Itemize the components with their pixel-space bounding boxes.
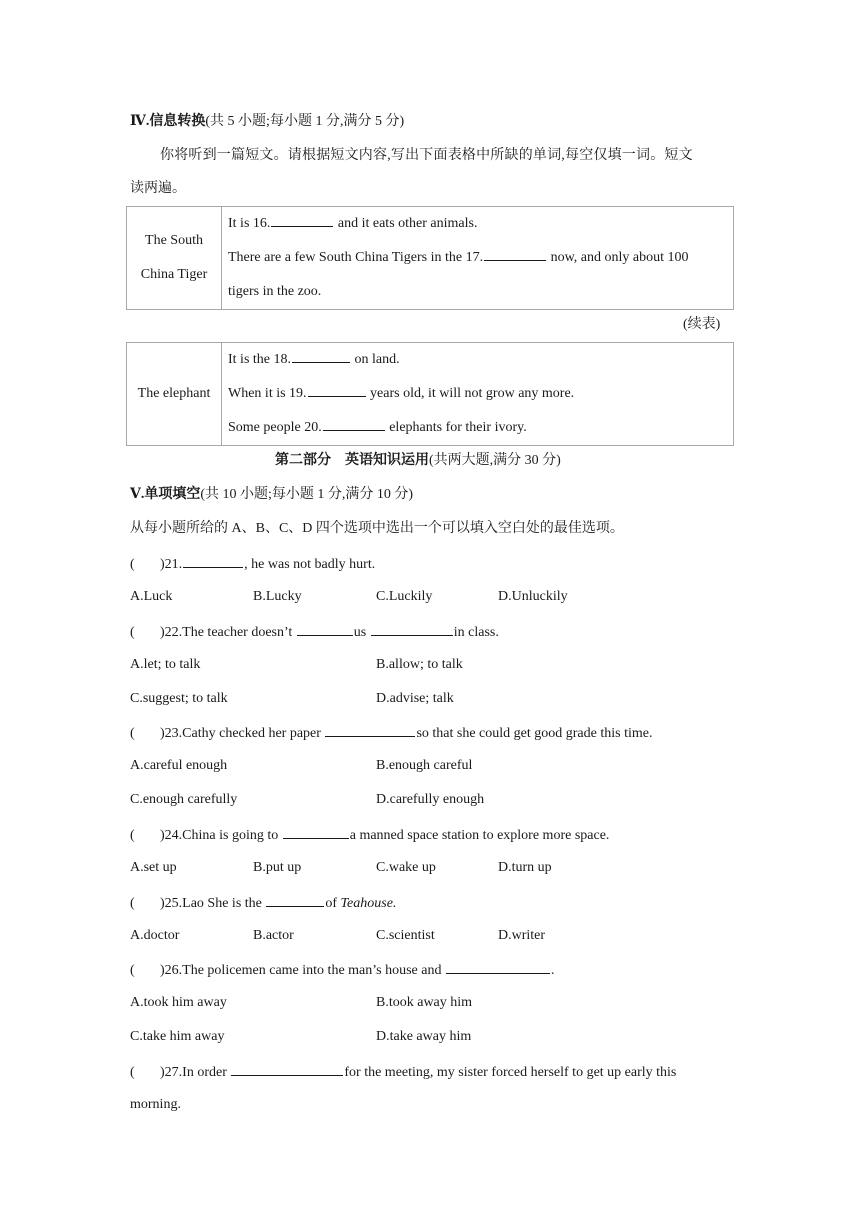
q21-option-b[interactable]: B.Lucky (253, 589, 302, 604)
q23-stem-b: so that she could get good grade this time. (416, 726, 653, 741)
q25-option-a[interactable]: A.doctor (130, 928, 180, 943)
q24-option-d[interactable]: D.turn up (498, 860, 552, 875)
q26-answer-paren[interactable]: ( (130, 963, 135, 978)
table1-row-16 (228, 207, 733, 241)
q26-option-b[interactable]: B.took away him (376, 995, 473, 1010)
part2-score: (共两大题,满分 30 分) (429, 453, 561, 468)
q21-blank (183, 553, 243, 568)
q27-stem (130, 1061, 676, 1083)
q24-option-b[interactable]: B.put up (253, 860, 302, 875)
q21-option-d[interactable]: D.Unluckily (498, 589, 568, 604)
table2-row-18 (228, 343, 733, 377)
q27-answer-paren[interactable]: ( (130, 1065, 135, 1080)
q22-stem (130, 621, 499, 643)
q23-option-c[interactable]: C.enough carefully (130, 792, 238, 807)
q27-stem-a: )27.In order (160, 1065, 231, 1080)
q22-answer-paren[interactable]: ( (130, 625, 135, 640)
table2-label-cell (127, 343, 222, 446)
table2-label: The elephant (137, 386, 211, 401)
q27-stem-continued: morning. (130, 1097, 181, 1112)
section4-title: Ⅳ.信息转换 (130, 114, 206, 129)
q25-option-b[interactable]: B.actor (253, 928, 294, 943)
table2-row-19 (228, 377, 733, 411)
section4-score: (共 5 小题;每小题 1 分,满分 5 分) (205, 114, 405, 129)
blank-18[interactable] (292, 348, 350, 363)
q25-blank (266, 892, 324, 907)
q24-answer-paren[interactable]: ( (130, 828, 135, 843)
q26-option-d[interactable]: D.take away him (376, 1029, 472, 1044)
section4-heading (130, 112, 404, 132)
q25-book-title: Teahouse. (340, 896, 397, 911)
q22-stem-a: )22.The teacher doesn’t (160, 625, 296, 640)
q24-stem-a: )24.China is going to (160, 828, 282, 843)
q21-stem-a: )21. (160, 557, 183, 572)
q23-stem-a: )23.Cathy checked her paper (160, 726, 325, 741)
table2-r2-pre: When it is 19. (228, 386, 307, 401)
q26-blank (446, 959, 550, 974)
q25-answer-paren[interactable]: ( (130, 896, 135, 911)
table1-label-1: The South (145, 233, 203, 248)
section4-instruction-1: 你将听到一篇短文。请根据短文内容,写出下面表格中所缺的单词,每空仅填一词。短文 (160, 148, 693, 163)
table2-r3-pre: Some people 20. (228, 420, 322, 435)
table2-r1-post: on land. (351, 352, 400, 367)
table2-content-cell (222, 343, 734, 446)
q23-stem (130, 722, 652, 744)
q22-stem-c: in class. (453, 625, 499, 640)
info-table-1 (126, 206, 734, 310)
q24-stem (130, 824, 609, 846)
table1-r2-post: now, and only about 100 (547, 250, 689, 265)
q23-blank (325, 722, 415, 737)
q25-stem (130, 892, 396, 914)
q22-option-d[interactable]: D.advise; talk (376, 691, 454, 706)
q24-option-c[interactable]: C.wake up (376, 860, 436, 875)
q21-answer-paren[interactable]: ( (130, 557, 135, 572)
info-table-2 (126, 342, 734, 446)
q23-option-a[interactable]: A.careful enough (130, 758, 228, 773)
q26-stem-a: )26.The policemen came into the man’s house and (160, 963, 445, 978)
q24-blank (283, 824, 349, 839)
table1-label-cell (127, 207, 222, 310)
section5-instruction: 从每小题所给的 A、B、C、D 四个选项中选出一个可以填入空白处的最佳选项。 (130, 521, 624, 536)
q23-option-b[interactable]: B.enough careful (376, 758, 473, 773)
table2-r1-pre: It is the 18. (228, 352, 291, 367)
part2-title-b: 英语知识运用 (345, 453, 429, 468)
q21-stem-b: , he was not badly hurt. (244, 557, 376, 572)
blank-17[interactable] (484, 246, 546, 261)
table1-content-cell (222, 207, 734, 310)
q27-stem-b: for the meeting, my sister forced herself to get up early this (344, 1065, 677, 1080)
table1-r1-post: and it eats other animals. (334, 216, 478, 231)
table2-row-20 (228, 411, 733, 445)
q23-option-d[interactable]: D.carefully enough (376, 792, 485, 807)
q22-option-c[interactable]: C.suggest; to talk (130, 691, 228, 706)
section5-heading (130, 485, 413, 505)
q26-option-a[interactable]: A.took him away (130, 995, 227, 1010)
blank-16[interactable] (271, 212, 333, 227)
q22-option-a[interactable]: A.let; to talk (130, 657, 201, 672)
q25-option-d[interactable]: D.writer (498, 928, 546, 943)
blank-20[interactable] (323, 416, 385, 431)
q21-option-c[interactable]: C.Luckily (376, 589, 433, 604)
table2-r2-post: years old, it will not grow any more. (366, 386, 575, 401)
q26-option-c[interactable]: C.take him away (130, 1029, 225, 1044)
section5-score: (共 10 小题;每小题 1 分,满分 10 分) (200, 487, 414, 502)
q27-blank (231, 1061, 343, 1076)
q25-stem-b: of (325, 896, 341, 911)
q22-option-b[interactable]: B.allow; to talk (376, 657, 463, 672)
table1-r1-pre: It is 16. (228, 216, 271, 231)
table1-r2-pre: There are a few South China Tigers in the 17. (228, 250, 484, 265)
part2-heading (275, 451, 561, 471)
q26-stem-b: . (550, 963, 555, 978)
q21-stem (130, 553, 375, 575)
q22-blank-1 (297, 621, 353, 636)
table1-row-3: tigers in the zoo. (228, 284, 322, 299)
q23-answer-paren[interactable]: ( (130, 726, 135, 741)
q25-stem-a: )25.Lao She is the (160, 896, 266, 911)
q21-option-a[interactable]: A.Luck (130, 589, 173, 604)
continued-label: (续表) (683, 317, 721, 332)
q24-stem-b: a manned space station to explore more space. (349, 828, 610, 843)
section5-title: Ⅴ.单项填空 (130, 487, 201, 502)
table2-r3-post: elephants for their ivory. (385, 420, 527, 435)
q24-option-a[interactable]: A.set up (130, 860, 177, 875)
section4-instruction-2: 读两遍。 (130, 181, 186, 196)
table1-row-17 (228, 241, 733, 275)
table1-label-2: China Tiger (140, 267, 208, 282)
part2-title-a: 第二部分 (275, 453, 331, 468)
q26-stem (130, 959, 554, 981)
q25-option-c[interactable]: C.scientist (376, 928, 435, 943)
q22-stem-b: us (353, 625, 370, 640)
blank-19[interactable] (308, 382, 366, 397)
q22-blank-2 (371, 621, 453, 636)
